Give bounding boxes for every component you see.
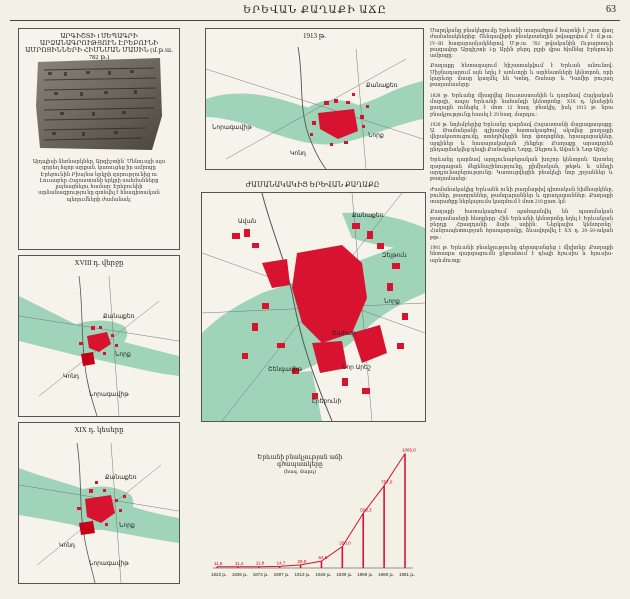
body-paragraph-3: 1828 թ. Երևանը միացվեց Ռուսաստանին և դարձավ Հայկական մարզի, ապա Երևանի նահանգի կենտրոնը: XIX դ. կեսերին քաղաքն ունեցել է մոտ 12 հազ. բնակիչ, իսկ 1913 թ. նրա բնակչությունը հասել է 29 հազ. մարդու: [430,92,613,118]
population-year-label: 1939 թ. [336,572,353,577]
inscription-description: Այդպիսի ձեռնարկներ, Արգիշտին՝ Մենուայի այս զորեղ հզոր արքան, կառուցեց իր ամրոցը Էրեբունին Բիայնա երկրի զորությունից ու Լուսաբեր Հայաստանի երկրի սահմանները լայնացնելու համար: Էրեբունիի արձանագրությունը գտնվել է հնագիտական պեղումների ժամանակ: [32,159,166,203]
population-year-label: 1913 թ. [294,572,311,577]
header-rule [10,20,620,21]
map-modern-label-shengavit: Շենգավիթ [268,367,302,373]
map-19-label-kond: Կոնդ [59,543,75,549]
map-18-title: XVIII դ. վերջը [74,259,124,267]
map-modern-label-kanaker: Քանաքեռ [352,213,384,219]
population-year-label: 1969 թ. [378,572,394,577]
map-19th-century [18,422,180,584]
map-1913-label-kond: Կոնդ [290,151,306,157]
map-19-canvas [19,423,179,583]
map-19-label-kanaker: Քանաքեռ [105,475,137,481]
population-value-label: 11,5 [214,560,223,566]
body-paragraph-7: Քաղաքի հատակագծում պահպանվել են պատմական թաղամասերի հետքերը: Հին Երևանի կենտրոնը եղել է Երևանյան բերդը Հրազդանի ձախ ափին: Ներկայիս կենտրոնը՝ Հանրապետության հրապարակը, ձևավորվել է XX դ. 20–50-ական թթ.: [430,209,613,241]
map-modern-canvas [202,193,425,421]
population-chart [205,440,420,590]
map-18-canvas [19,256,179,416]
population-year-label: 1873 թ. [252,572,269,577]
page-number: 63 [606,4,616,15]
map-modern-label-avan: Ավան [238,219,257,225]
map-19-label-nork: Նորք [119,523,135,529]
map-modern-title: ԺԱՄԱՆԱԿԱԿԻՑ ԵՐԵՎԱՆ ՔԱՂԱՔԸ [245,181,380,189]
population-line [217,454,405,567]
population-value-label: 64,6 [318,555,328,561]
population-year-label: 1981 թ. [399,572,415,577]
map-18-label-kanaker: Քանաքեռ [103,314,135,320]
population-value-label: 767,0 [381,479,393,485]
population-value-label: 14,7 [276,560,286,566]
body-paragraph-4: 1920 թ. նոյեմբերից Երևանը դարձավ Հայաստանի մայրաքաղաքը: Ա. Թամանյանի գլխավոր հատակագծով սկսվեց քաղաքի վերակառուցումը, ստեղծվեցին նոր փողոցներ, հրապարակներ, այգիներ և հասարակական շենքեր: Քաղաքը արագորեն ընդարձակվեց դեպի Քանաքեռ, Նորք, Զեյթուն, Ավան և Նոր Արեշ: [430,121,613,154]
map-1913-label-noragavit: Նորագավիթ [212,125,252,131]
population-year-label: 1823 թ. [211,572,227,577]
inscription-panel [18,28,180,250]
population-value-label: 509,3 [360,507,372,513]
page-header [0,4,630,20]
page-title: ԵՐԵՎԱՆ ՔԱՂԱՔԻ ԱՃԸ [243,5,387,16]
inscription-stone-image [34,56,164,152]
population-year-label: 1959 թ. [357,572,374,577]
population-value-label: 29,0 [297,558,307,564]
map-19-label-noragavit: Նորագավիթ [89,561,129,567]
map-modern-label-nork: Նորք [384,299,400,305]
population-value-label: 11,8 [255,560,265,566]
map-1913 [205,28,424,170]
map-19-title: XIX դ. կեսերը [74,426,124,434]
population-value-label: 1066,0 [402,447,416,453]
population-year-label: 1926 թ. [315,572,332,577]
inscription-caption: ԱՐԳԻՇՏԻ I ՍԵՊԱԳՐԻ ԱՐՁԱՆԱԳՐՈՒԹՅՈՒՆ ԷՐԵԲՈՒՆԻ ԱՄՐՈՑԻՆՆԵՐԻ ՀԻՄՆՄԱՆ ՄԱՍԻՆ (մ.թ.ա. 782 թ.) [25,33,173,61]
map-modern-label-zeytun: Զեյթուն [382,253,407,259]
map-modern-label-shahar: Շահար [332,331,356,337]
map-18-label-nork: Նորք [115,352,131,358]
body-paragraph-6: Ժամանակակից Երևանն ունի բազմաթիվ գիտական հիմնարկներ, բուհեր, թատրոններ, թանգարաններ և գրադարաններ: Քաղաքի տարածքը ներկայումս կազմում է մոտ 210 քառ. կմ: [430,186,613,206]
map-1913-label-kanaker: Քանաքեռ [366,83,398,89]
population-value-label: 200,0 [339,540,351,546]
body-text-column [430,28,613,268]
map-19-fortress [79,521,95,535]
map-modern-label-nor-aresh: Նոր Արեշ [342,365,371,371]
population-chart-subtitle: (հազ. մարդ) [284,470,316,475]
map-1913-title: 1913 թ. [302,32,327,40]
body-paragraph-1: Մարդկանց բնակեցումը Երևանի տարածքում հայտնի է շատ վաղ ժամանակներից: Շենգավիթի բնակատեղին թվագրվում է մ.թ.ա. IV–III հազարամյակներով: Մ.թ.ա. 782 թվականին Ուրարտուի թագավոր Արգիշտի I-ը Արին բերդ բլրի վրա հիմնեց Էրեբունի ամրոցը: [430,28,613,60]
map-18-label-noragavit: Նորագավիթ [89,392,129,398]
map-1913-label-nork: Նորք [368,133,384,139]
body-paragraph-5: Երևանը դարձավ արդյունաբերական խոշոր կենտրոն: Այստեղ զարգացան մեքենաշինությունը, քիմիական, թեթև և սննդի արդյունաբերությունը: Կառուցվեցին բնակելի նոր շրջաններ և թաղամասեր: [430,157,613,183]
map-18th-century [18,255,180,417]
population-chart-title: Երևանի բնակչության աճի գծապատկերը [257,455,343,468]
population-value-label: 11,4 [234,560,244,566]
body-paragraph-2: Քաղաքը հետագայում հիշատակվում է Երևան անունով: Միջնադարում այն եղել է առևտրի և արհեստների կենտրոն, որի կարևոր մասը կազմել են Կոնդ, Շահար և Դամիր բուլաղ թաղամասերը: [430,63,613,89]
population-year-label: 1897 թ. [273,572,290,577]
population-year-label: 1836 թ. [231,572,248,577]
body-paragraph-8: 1981 թ. Երևանի բնակչությունը գերազանցեց 1 միլիոնը: Քաղաքի հետագա զարգացումն ընթանում է դեպի հյուսիս և հյուսիս-արևմուտք: [430,244,613,264]
map-1913-canvas [206,29,423,169]
map-18-label-kond: Կոնդ [63,374,79,380]
map-18-fortress [81,352,95,366]
map-modern-label-erebuni: Էրեբունի [312,399,342,405]
map-modern-yerevan [201,192,426,422]
